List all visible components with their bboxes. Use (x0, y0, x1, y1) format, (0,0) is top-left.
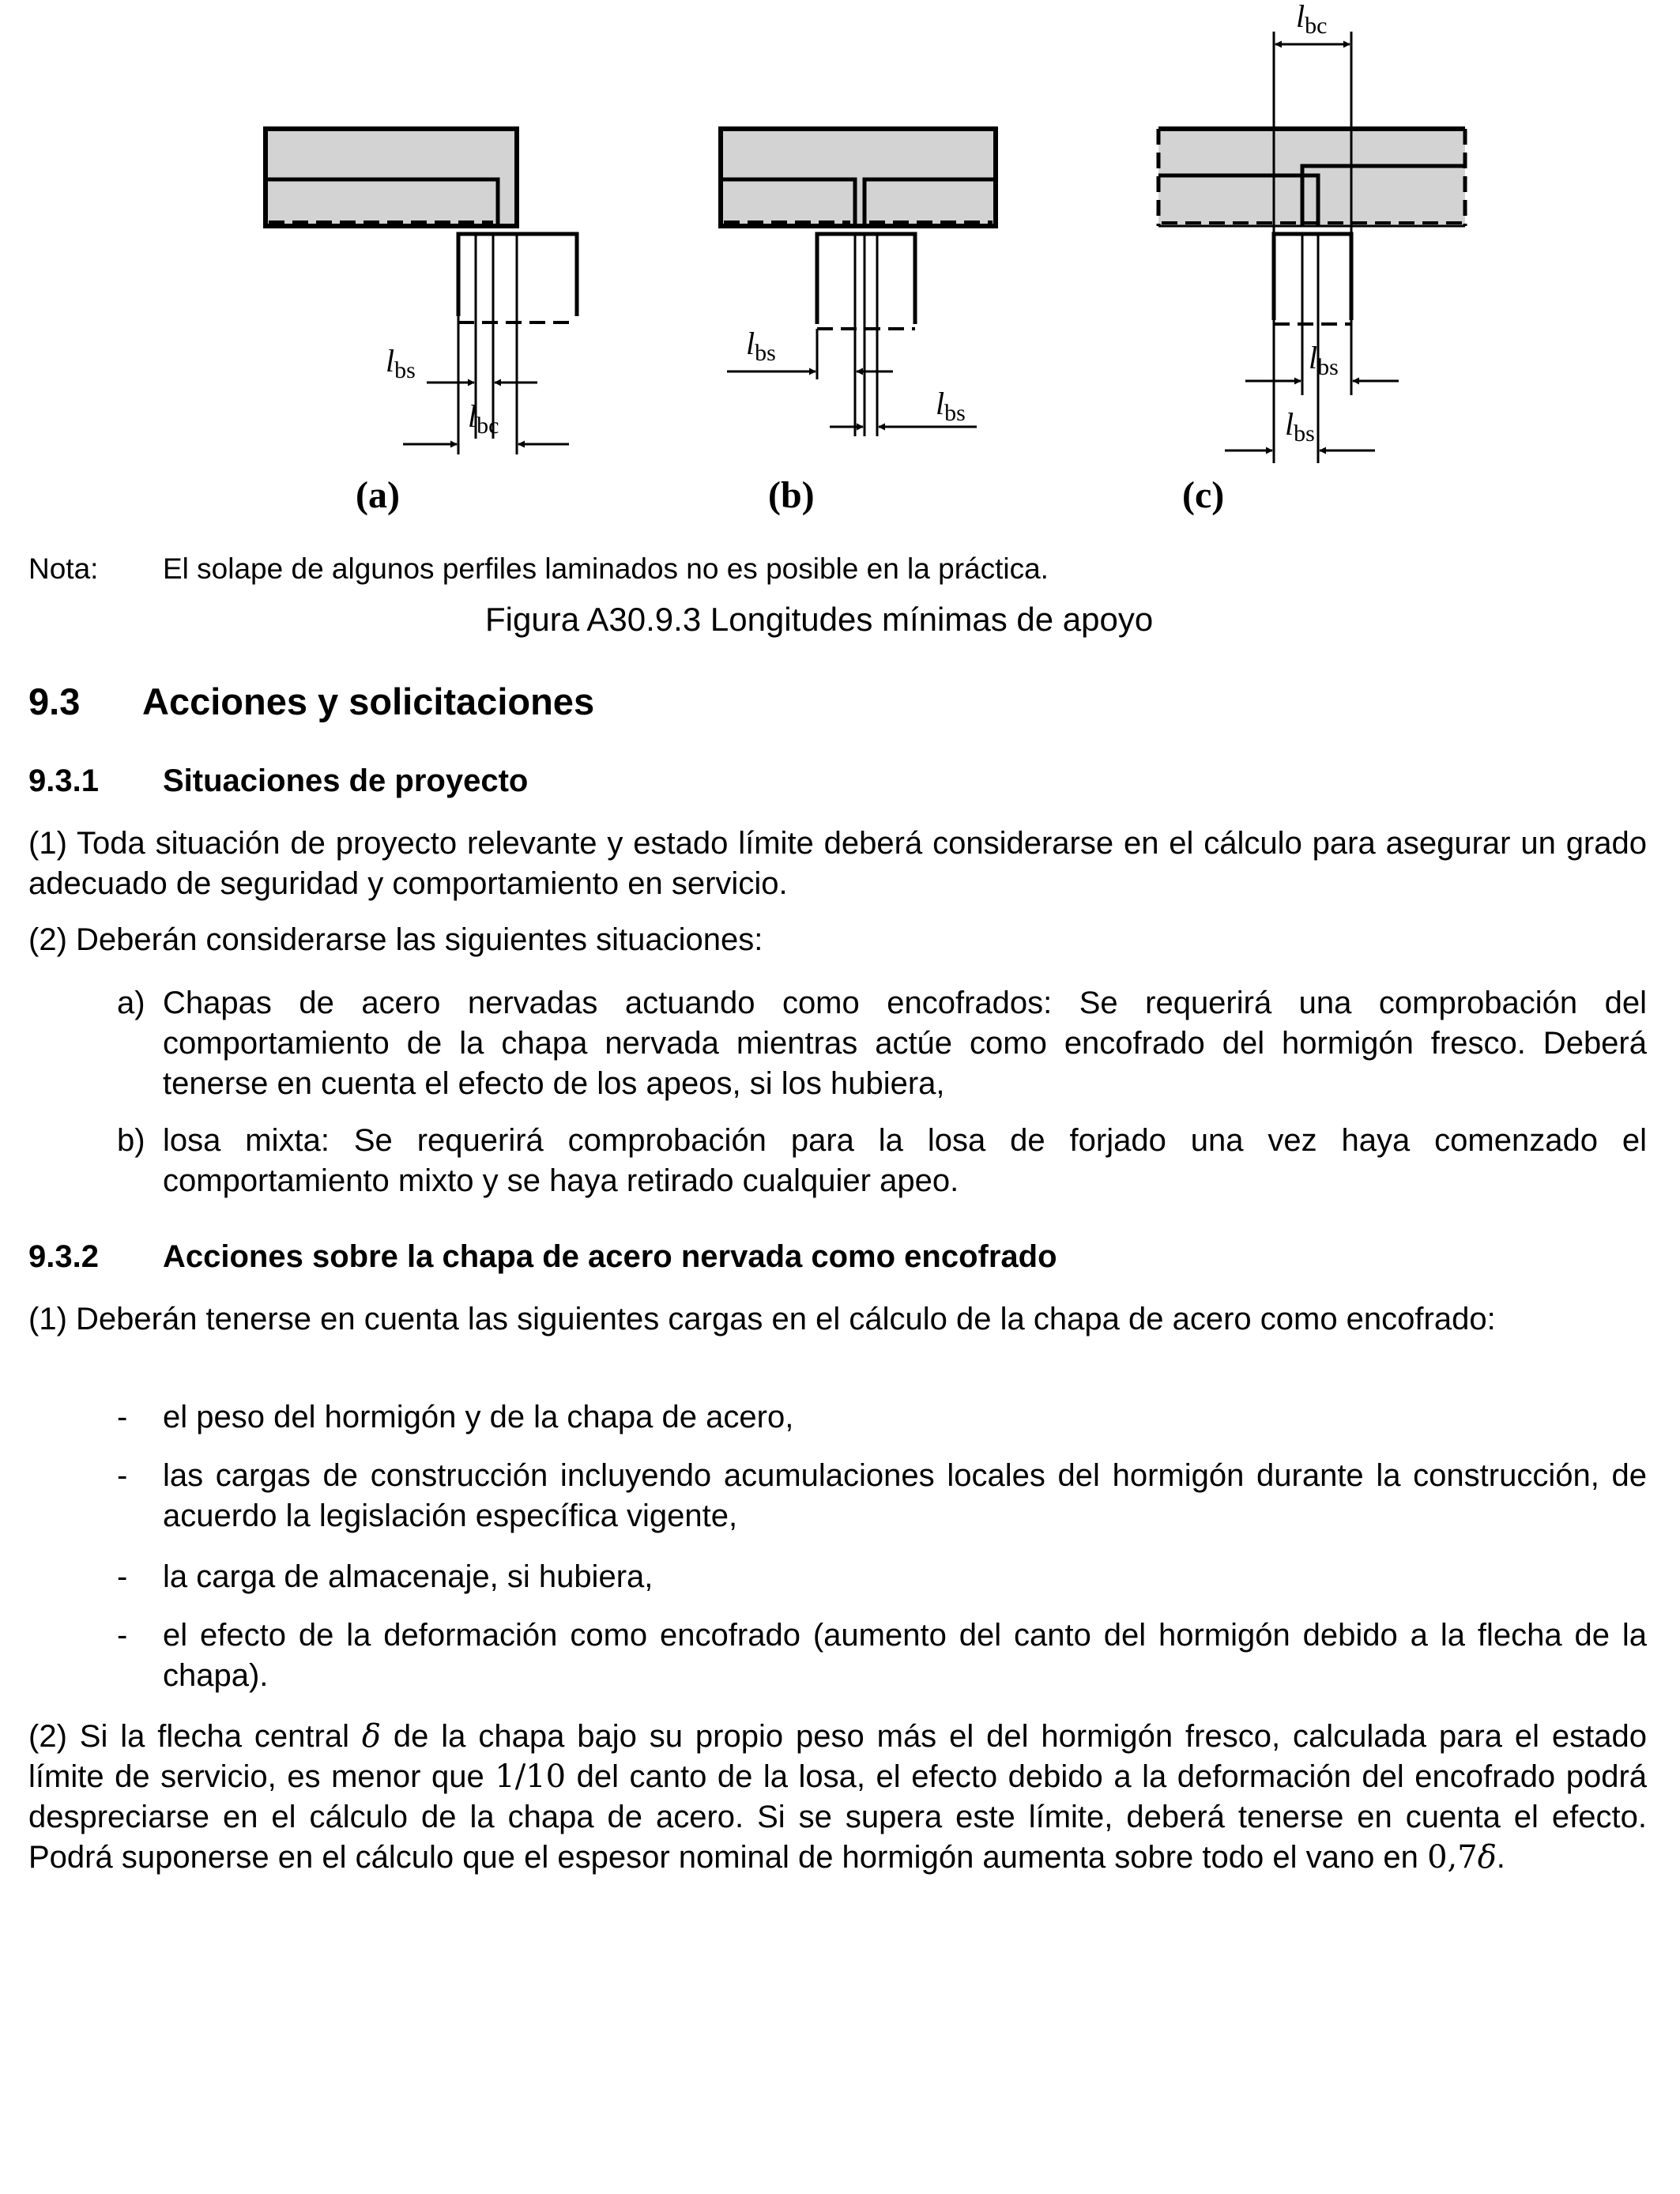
bullet-3-marker: - (117, 1559, 128, 1594)
section-9-3-2-number: 9.3.2 (28, 1239, 99, 1274)
support-length-figure (0, 0, 1680, 545)
note-text: El solape de algunos perfiles laminados no es posible en la práctica. (163, 552, 1049, 585)
list-item-b: losa mixta: Se requerirá comprobación para la losa de forjado una vez haya comenzado el comportamiento mixto y se haya retirado cualquier apeo. (163, 1123, 1647, 1198)
diagram-b (721, 129, 996, 516)
lbs-label-b1: $l_{bs}$ (746, 326, 776, 366)
note-label: Nota: (28, 552, 99, 585)
bullet-4-marker: - (117, 1618, 128, 1653)
lbs-label-c2: $l_{bs}$ (1285, 406, 1315, 447)
delta-symbol: δ (361, 1718, 381, 1755)
label-b: (b) (768, 474, 815, 516)
delta-symbol-2: δ (1477, 1839, 1497, 1875)
section-9-3-title: Acciones y solicitaciones (142, 680, 595, 722)
diagram-c (1158, 0, 1465, 516)
bullet-2: las cargas de construcción incluyendo acumulaciones locales del hormigón durante la construcción, de acuerdo la legislación específica vigente, (163, 1458, 1647, 1533)
bullet-2-marker: - (117, 1458, 128, 1493)
lbc-label-a: $l_{bc}$ (468, 398, 499, 439)
list-item-a: Chapas de acero nervadas actuando como encofrados: Se requerirá una comprobación del comportamiento de la chapa nervada mientras actúe como encofrado del hormigón fresco. Deberá tenerse en cuenta el efecto de los apeos, si los hubiera, (163, 986, 1647, 1101)
section-9-3-number: 9.3 (28, 680, 81, 722)
bullet-1-marker: - (117, 1400, 128, 1434)
lbs-label-b2: $l_{bs}$ (936, 386, 966, 426)
section-9-3-1-number: 9.3.1 (28, 763, 99, 798)
lbs-label-a: $l_{bs}$ (386, 343, 416, 383)
lbs-label-c1: $l_{bs}$ (1309, 340, 1339, 380)
p2-end: . (1496, 1840, 1505, 1875)
list-item-b-marker: b) (117, 1123, 145, 1158)
bullet-1: el peso del hormigón y de la chapa de acero, (163, 1400, 794, 1434)
diagram-a (266, 129, 577, 516)
coefficient-value: 0,7 (1427, 1839, 1478, 1875)
bullet-4: el efecto de la deformación como encofrado (aumento del canto del hormigón debido a la flecha de la chapa). (163, 1618, 1647, 1693)
p2-part-2: de la chapa bajo su propio peso más el del hormigón fresco, calculada para el estado límite de servicio, es menor que (28, 1719, 1647, 1794)
label-c: (c) (1182, 474, 1225, 516)
beam-c (1274, 234, 1351, 320)
section-9-3-2-title: Acciones sobre la chapa de acero nervada como encofrado (163, 1239, 1057, 1274)
label-a: (a) (356, 474, 400, 516)
figure-caption: Figura A30.9.3 Longitudes mínimas de apoyo (485, 601, 1154, 638)
fraction-value: 1/10 (495, 1759, 567, 1795)
section-9-3-2-paragraph-1: (1) Deberán tenerse en cuenta las siguientes cargas en el cálculo de la chapa de acero como encofrado: (28, 1302, 1496, 1336)
p2-part-1: (2) Si la flecha central (28, 1719, 349, 1754)
p2-part-3: del canto de la losa, el efecto debido a la deformación del encofrado podrá despreciarse en el cálculo de la chapa de acero. Si se supera este límite, deberá tenerse en cuenta el efecto. Podrá suponerse en el cálculo que el espesor nominal de hormigón aumenta sobre todo el vano en (28, 1759, 1648, 1875)
section-9-3-1-paragraph-1: (1) Toda situación de proyecto relevante y estado límite deberá considerarse en el cálculo para asegurar un grado adecuado de seguridad y comportamiento en servicio. (28, 826, 1647, 901)
bullet-3: la carga de almacenaje, si hubiera, (163, 1559, 654, 1594)
list-item-a-marker: a) (117, 986, 145, 1020)
section-9-3-2-paragraph-2 (28, 1717, 1647, 1878)
beam-b (817, 234, 915, 324)
section-9-3-1-title: Situaciones de proyecto (163, 763, 529, 798)
lbc-label-c: $l_{bc}$ (1296, 0, 1328, 39)
section-9-3-1-paragraph-2: (2) Deberán considerarse las siguientes situaciones: (28, 922, 763, 957)
